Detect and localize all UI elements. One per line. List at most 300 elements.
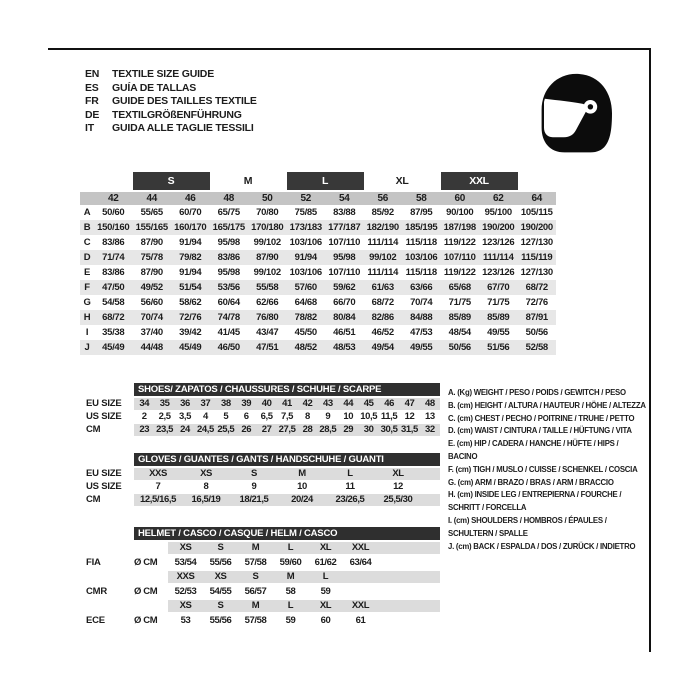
shoes-value-cell: 23,5 [156,424,174,435]
measurement-value-cell: 87/91 [518,310,557,325]
measurement-value-cell: 70/74 [133,310,172,325]
helmet-value-cell: 59 [320,586,331,597]
measurement-value-cell: 68/72 [371,297,394,308]
measurement-value-cell: 87/90 [248,250,287,265]
gloves-cells [134,481,422,493]
helmet-size-strip [168,542,440,554]
gloves-row-label: US SIZE [86,481,122,492]
language-row [85,122,257,136]
helmet-size-cell: XXL [351,542,370,553]
measurement-value-cell: 87/90 [140,237,163,248]
measurement-value-cell: 85/89 [479,310,518,325]
row-letter-cell: F [80,280,94,295]
shoes-value-cell: 25,5 [217,424,235,435]
measurement-value-cell: 68/72 [94,310,133,325]
measurement-value-cell: 87/90 [140,267,163,278]
size-number-cell: 48 [210,192,249,205]
shoes-value-cell: 2,5 [158,411,171,422]
shoes-value-cell: 10 [343,411,354,422]
measurement-value-cell: 91/94 [179,237,202,248]
helmet-value-cell: 56/57 [244,586,267,597]
measurement-value-cell: 83/88 [333,207,356,218]
shoes-cells [134,398,440,410]
measurement-value-cell: 111/114 [367,237,399,248]
helmet-value-cell: 53/54 [174,557,197,568]
measurement-value-cell: 111/114 [479,250,518,265]
measurement-value-cell: 82/86 [364,310,403,325]
measurement-value-cell: 83/86 [102,267,125,278]
measurement-value-cell: 95/100 [484,207,512,218]
measurement-value-cell: 173/183 [287,220,326,235]
measurement-value-cell: 71/74 [94,250,133,265]
legend-item: G. (cm) ARM / BRAZO / BRAS / ARM / BRACCIO [448,477,614,487]
helmet-size-cell: XS [179,600,192,611]
shoes-value-cell: 7,5 [281,411,294,422]
shoes-value-cell: 26 [241,424,252,435]
helmet-value-cells [168,614,378,627]
row-letter-cell: D [80,250,94,265]
helmet-value-cell: 61/62 [314,557,337,568]
row-letter-cell: I [85,327,89,338]
size-number-row [80,192,556,205]
measurement-value-cell: 85/92 [371,207,394,218]
measurement-value-cell: 95/98 [325,250,364,265]
language-label: TEXTILGRÖßENFÜHRUNG [112,108,242,121]
shoes-value-cell: 43 [322,398,333,409]
size-number-cell: 52 [287,192,326,205]
shoes-value-cell: 30 [363,424,374,435]
measurement-value-cell: 37/40 [140,327,163,338]
measurement-value-cell: 190/200 [518,220,557,235]
helmet-size-cell: M [251,600,260,611]
gloves-value-cell: XS [200,468,212,479]
shoes-row-label: EU SIZE [86,398,122,409]
measurement-value-cell: 150/160 [94,220,133,235]
helmet-size-cell: XXL [351,600,370,611]
helmet-standard-row [86,614,440,627]
measurement-value-cell: 83/86 [102,237,125,248]
measurement-value-cell: 35/38 [102,327,125,338]
measurement-value-cell: 49/55 [487,327,510,338]
gloves-row [86,468,440,480]
shoes-value-cell: 23 [139,424,150,435]
measurement-value-cell: 111/114 [367,267,399,278]
measurement-value-cell: 51/54 [171,280,210,295]
measurement-value-cell: 49/54 [364,340,403,355]
measurement-value-cell: 57/60 [287,280,326,295]
gloves-section-title: GLOVES / GUANTES / GANTS / HANDSCHUHE / GUANTI [134,453,440,466]
shoes-value-cell: 4 [202,411,208,422]
helmet-standard-row [86,556,440,569]
measurement-value-cell: 127/130 [520,267,553,278]
helmet-value-cell: 52/53 [174,586,197,597]
measurement-value-cell: 74/78 [210,310,249,325]
measurement-row [80,220,556,235]
helmet-unit-label: Ø CM [134,615,158,626]
gloves-value-cell: M [298,468,306,479]
measurement-value-cell: 95/98 [217,267,240,278]
measurement-value-cell: 65/75 [217,207,240,218]
measurement-value-cell: 107/110 [328,237,361,248]
measurement-row [80,295,556,310]
shoes-section-title: SHOES/ ZAPATOS / CHAUSSURES / SCHUHE / SCARPE [134,383,440,396]
measurement-value-cell: 99/102 [364,250,403,265]
shoes-cells [134,424,440,436]
measurement-value-cell: 58/62 [179,297,202,308]
helmet-value-cell: 63/64 [349,557,372,568]
measurement-value-cell: 87/95 [410,207,433,218]
group-header-cell: M [210,172,287,192]
helmet-size-cell: M [286,571,295,582]
shoes-value-cell: 46 [384,398,394,409]
measurement-value-cell: 155/165 [133,220,172,235]
measurement-value-cell: 76/80 [248,310,287,325]
measurement-value-cell: 62/66 [256,297,279,308]
shoes-value-cell: 24,5 [196,424,214,435]
measurement-value-cell: 123/126 [482,237,515,248]
measurement-value-cell: 47/53 [410,327,433,338]
group-header-row [80,172,556,192]
gloves-value-cell: XL [392,468,404,479]
measurement-value-cell: 71/75 [448,297,471,308]
measurement-value-cell: 119/122 [443,237,476,248]
measurement-row [80,310,556,325]
helmet-standard-label: CMR [86,586,108,597]
group-header-cell: XL [364,172,441,192]
helmet-size-cell: S [252,571,259,582]
helmet-size-cell: XS [179,542,192,553]
legend-item: F. (cm) TIGH / MUSLO / CUISSE / SCHENKEL / COSCIA [448,464,638,474]
language-label: GUIDE DES TAILLES TEXTILE [112,95,257,108]
language-code: EN [85,68,100,80]
size-number-cell: 46 [171,192,210,205]
shoes-value-cell: 10,5 [360,411,378,422]
legend-item: B. (cm) HEIGHT / ALTURA / HAUTEUR / HÖHE / ALTEZZA [448,400,646,410]
gloves-value-cell: 20/24 [291,494,313,505]
row-letter-cell: B [80,220,94,235]
language-list [85,68,257,136]
measurement-value-cell: 75/85 [294,207,317,218]
measurement-value-cell: 52/58 [518,340,557,355]
measurement-value-cell: 41/45 [217,327,240,338]
legend-item: A. (Kg) WEIGHT / PESO / POIDS / GEWITCH / PESO [448,388,626,397]
helmet-size-cell: XXS [176,571,195,582]
gloves-value-cell: L [347,468,353,479]
shoes-value-cell: 47 [404,398,415,409]
helmet-size-cell: XS [214,571,227,582]
language-code: ES [85,81,99,94]
row-letter-cell: C [83,237,91,248]
size-number-cell: 60 [441,192,480,205]
size-number-cell: 54 [325,192,364,205]
group-header-cell: XXL [441,172,518,192]
helmet-standard-row [86,585,440,598]
shoes-row-label: CM [86,424,101,435]
gloves-row-label: EU SIZE [86,468,122,479]
measurement-value-cell: 107/110 [441,250,480,265]
measurement-value-cell: 49/55 [402,340,441,355]
helmet-icon [536,66,616,162]
measurement-value-cell: 50/56 [441,340,480,355]
measurement-value-cell: 67/70 [479,280,518,295]
measurement-value-cell: 70/74 [410,297,433,308]
helmet-value-cell: 60 [320,615,331,626]
group-header-cell [518,172,557,192]
measurement-value-cell: 56/60 [140,297,163,308]
row-letter-cell: A [83,207,91,218]
measurement-value-cell: 75/78 [133,250,172,265]
shoes-value-cell: 31,5 [401,424,418,435]
measurement-value-cell: 71/75 [487,297,510,308]
language-label: GUÍA DE TALLAS [112,81,197,94]
shoes-value-cell: 27,5 [278,424,296,435]
language-label: GUIDA ALLE TAGLIE TESSILI [112,122,254,135]
measurement-value-cell: 91/94 [287,250,326,265]
helmet-size-cells [168,600,378,612]
shoes-value-cell: 34 [139,398,150,409]
gloves-row [86,481,440,493]
measurement-value-cell: 48/54 [448,327,471,338]
measurement-value-cell: 177/187 [325,220,364,235]
measurement-value-cell: 46/52 [371,327,394,338]
measurement-value-cell: 49/52 [133,280,172,295]
language-label: TEXTILE SIZE GUIDE [112,68,214,80]
shoes-value-cell: 40 [261,398,272,409]
language-row [85,109,257,123]
measurement-value-cell: 43/47 [256,327,279,338]
helmet-section-title: HELMET / CASCO / CASQUE / HELM / CASCO [134,527,440,540]
measurement-value-cell: 45/50 [294,327,317,338]
legend-item: C. (cm) CHEST / PECHO / POITRINE / TRUHE / PETTO [448,413,635,423]
measurement-value-cell: 115/118 [405,237,437,248]
shoes-row [86,398,440,410]
shoes-section [86,383,440,437]
measurement-row [80,340,556,355]
measurement-legend [448,387,648,553]
measurement-value-cell: 160/170 [171,220,210,235]
gloves-value-cell: 23/26,5 [335,494,365,505]
row-letter-cell: E [83,267,91,278]
helmet-value-cell: 58 [285,586,296,597]
measurement-value-cell: 105/115 [520,207,553,218]
size-row-spacer [80,192,94,205]
shoes-row [86,424,440,436]
measurement-value-cell: 165/175 [210,220,249,235]
size-number-cell: 64 [518,192,557,205]
measurement-value-cell: 45/49 [171,340,210,355]
helmet-size-cell: S [217,542,224,553]
measurement-value-cell: 187/198 [441,220,480,235]
helmet-value-cell: 53 [180,615,191,626]
legend-item: H. (cm) INSIDE LEG / ENTREPIERNA / FOURCHE / SCHRITT / FORCELLA [448,490,622,513]
measurement-value-cell: 115/118 [405,267,437,278]
measurement-value-cell: 78/82 [287,310,326,325]
helmet-standard-label: FIA [86,557,101,568]
gloves-value-cell: 7 [155,481,161,492]
measurement-value-cell: 64/68 [294,297,317,308]
shoes-value-cell: 6 [243,411,249,422]
legend-item: D. (cm) WAIST / CINTURA / TAILLE / HÜFTUNG / VITA [448,426,632,436]
measurement-value-cell: 190/200 [479,220,518,235]
legend-item: J. (cm) BACK / ESPALDA / DOS / ZURÜCK / INDIETRO [448,541,636,551]
helmet-size-cells [168,571,378,583]
measurement-value-cell: 39/42 [179,327,202,338]
measurement-value-cell: 103/106 [289,237,322,248]
helmet-value-cell: 57/58 [244,557,267,568]
shoes-value-cell: 12 [404,411,415,422]
helmet-section [86,527,440,629]
measurement-value-cell: 115/119 [518,250,557,265]
helmet-value-cells [168,585,378,598]
language-code: DE [85,108,100,121]
shoes-value-cell: 8 [305,411,310,422]
shoes-value-cell: 36 [180,398,190,409]
size-number-cell: 44 [133,192,172,205]
measurement-row [80,280,556,295]
measurement-value-cell: 50/60 [102,207,125,218]
measurement-value-cell: 79/82 [171,250,210,265]
helmet-size-cell: XL [319,542,332,553]
shoes-value-cell: 28 [302,424,313,435]
gloves-value-cell: 18/21,5 [239,494,269,505]
helmet-unit-label: Ø CM [134,586,158,597]
group-header-cell: L [287,172,364,192]
measurement-value-cell: 70/80 [256,207,279,218]
measurement-value-cell: 60/70 [179,207,202,218]
shoes-value-cell: 39 [241,398,252,409]
helmet-value-cell [343,585,378,598]
measurement-value-cell: 47/51 [248,340,287,355]
helmet-value-cell: 59 [285,615,296,626]
shoes-cells [134,411,440,423]
gloves-section [86,453,440,507]
helmet-value-cells [168,556,378,569]
gloves-value-cell: 12,5/16,5 [139,494,177,505]
shoes-value-cell: 38 [220,398,231,409]
gloves-row-label: CM [86,494,101,505]
measurement-row [80,235,556,250]
shoes-row-label: US SIZE [86,411,122,422]
measurement-value-cell: 182/190 [364,220,403,235]
gloves-value-cell: 8 [203,481,209,492]
measurement-value-cell: 46/50 [210,340,249,355]
measurement-value-cell: 85/89 [441,310,480,325]
gloves-cells [134,494,422,506]
size-number-cell: 62 [479,192,518,205]
measurement-value-cell: 83/86 [210,250,249,265]
legend-item: E. (cm) HIP / CADERA / HANCHE / HÜFTE / HIPS / BACINO [448,439,619,461]
language-code: FR [85,95,99,108]
measurement-value-cell: 60/64 [217,297,240,308]
measurement-value-cell: 185/195 [402,220,441,235]
measurement-value-cell: 44/48 [133,340,172,355]
measurement-value-cell: 47/50 [94,280,133,295]
shoes-value-cell: 5 [223,411,229,422]
helmet-size-cell: S [217,600,224,611]
row-letter-cell: H [80,310,94,325]
group-header-cell [80,172,133,192]
measurement-value-cell: 61/63 [364,280,403,295]
shoes-value-cell: 13 [425,411,435,422]
helmet-value-cell: 61 [355,615,366,626]
shoes-value-cell: 29 [343,424,354,435]
helmet-value-cell: 59/60 [279,557,302,568]
measurement-value-cell: 68/72 [518,280,557,295]
shoes-value-cell: 44 [343,398,354,409]
measurement-value-cell: 63/66 [402,280,441,295]
shoes-value-cell: 6,5 [260,411,273,422]
shoes-value-cell: 30,5 [380,424,398,435]
row-letter-cell: G [83,297,91,308]
helmet-value-cell: 55/56 [209,615,232,626]
measurement-value-cell: 66/70 [333,297,356,308]
helmet-size-strip [168,571,440,583]
shoes-row [86,411,440,423]
helmet-standard-label: ECE [86,615,105,626]
measurement-value-cell: 103/106 [402,250,441,265]
shoes-value-cell: 24 [180,424,190,435]
helmet-value-cell: 55/56 [209,557,232,568]
measurement-value-cell: 80/84 [325,310,364,325]
measurement-value-cell: 48/53 [325,340,364,355]
measurement-value-cell: 48/52 [287,340,326,355]
measurement-value-cell: 59/62 [325,280,364,295]
legend-item: I. (cm) SHOULDERS / HOMBROS / ÉPAULES / SCHULTERN / SPALLE [448,515,607,538]
gloves-value-cell: 16,5/19 [191,494,221,505]
helmet-value-cell: 54/55 [209,586,232,597]
measurement-value-cell: 123/126 [482,267,515,278]
row-letter-cell: J [80,340,94,355]
measurement-value-cell: 55/58 [248,280,287,295]
language-row [85,95,257,109]
shoes-value-cell: 3,5 [179,411,192,422]
gloves-cells [134,468,422,480]
size-number-cell: 50 [248,192,287,205]
size-number-cell: 58 [402,192,441,205]
helmet-unit-label: Ø CM [134,557,158,568]
size-number-cell: 56 [364,192,403,205]
shoes-value-cell: 48 [425,398,435,409]
measurement-row [80,250,556,265]
measurement-row [80,325,556,340]
gloves-row [86,494,440,506]
measurement-value-cell: 53/56 [210,280,249,295]
measurement-value-cell: 55/65 [140,207,163,218]
measurement-value-cell: 103/106 [289,267,322,278]
helmet-size-strip [168,600,440,612]
gloves-value-cell: 11 [345,481,355,492]
helmet-size-cell: M [251,542,260,553]
gloves-value-cell: S [251,468,257,479]
language-row [85,68,257,82]
shoes-value-cell: 41 [282,398,292,409]
gloves-value-cell: 25,5/30 [383,494,413,505]
helmet-size-cell: XL [319,600,332,611]
gloves-value-cell: 12 [393,481,403,492]
shoes-value-cell: 37 [200,398,211,409]
measurement-value-cell: 46/51 [333,327,356,338]
helmet-size-cell: L [287,600,294,611]
group-header-cell: S [133,172,210,192]
measurement-value-cell: 107/110 [328,267,361,278]
measurement-value-cell: 170/180 [248,220,287,235]
helmet-size-cell: L [322,571,329,582]
language-code: IT [85,122,94,135]
shoes-value-cell: 42 [302,398,313,409]
measurement-value-cell: 72/76 [525,297,548,308]
shoes-value-cell: 11,5 [380,411,398,422]
measurement-row [80,205,556,220]
